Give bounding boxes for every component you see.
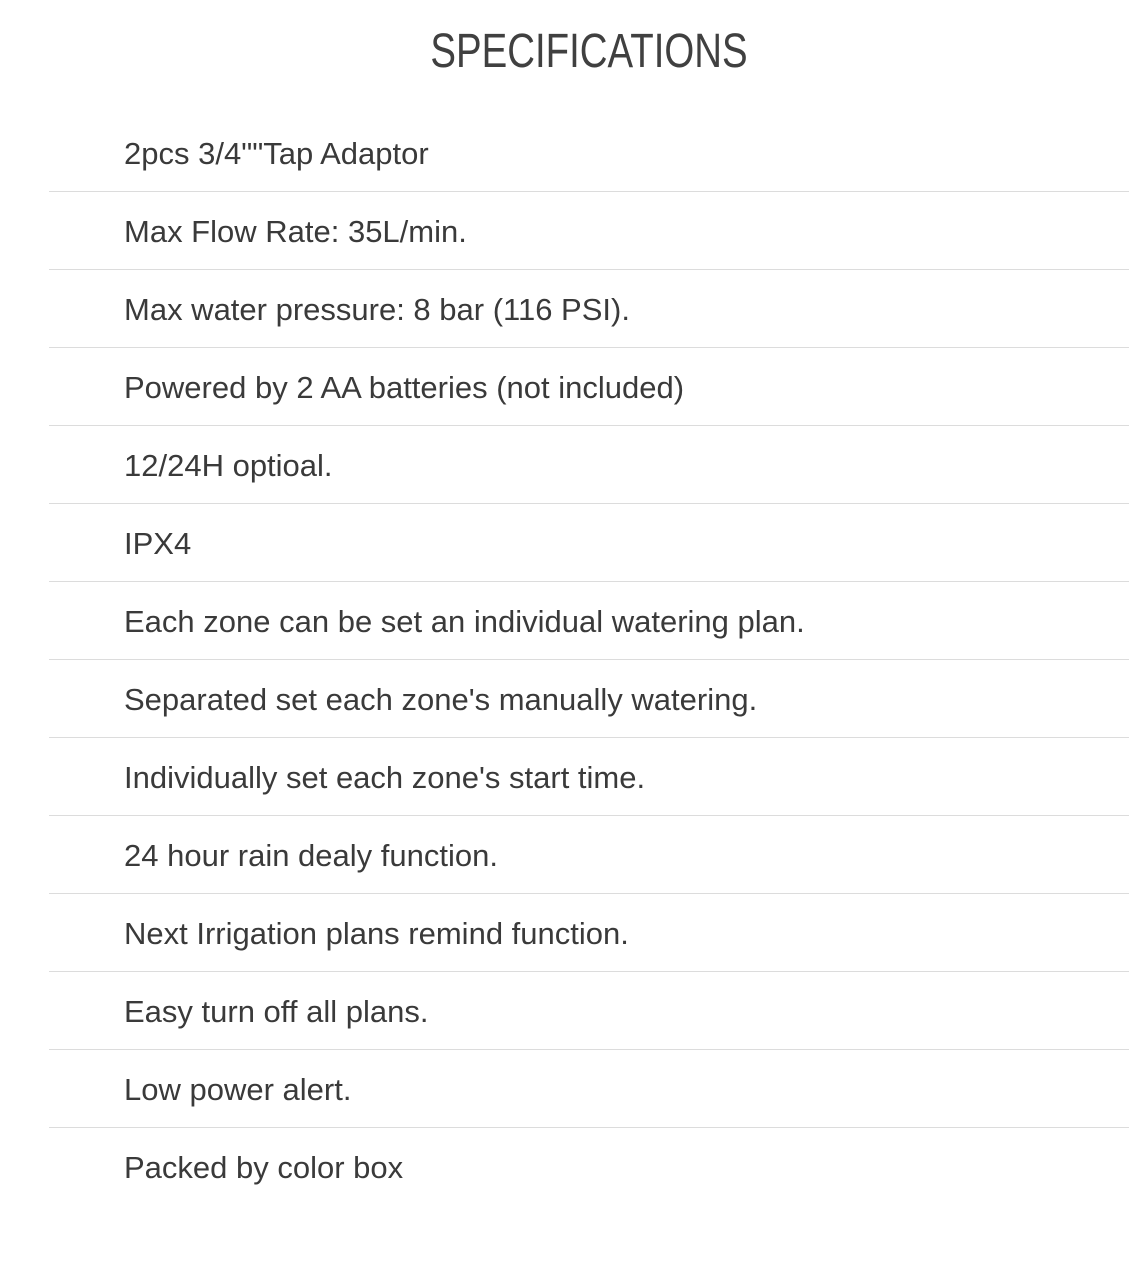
spec-text: Powered by 2 AA batteries (not included) [124, 370, 685, 405]
spec-row [49, 426, 1129, 504]
spec-text: Packed by color box [124, 1150, 404, 1185]
spec-text: Max Flow Rate: 35L/min. [124, 214, 467, 249]
specifications-list [49, 114, 1129, 1205]
spec-row [49, 894, 1129, 972]
spec-row [49, 738, 1129, 816]
spec-text: 24 hour rain dealy function. [124, 838, 498, 873]
spec-row [49, 582, 1129, 660]
spec-text: Each zone can be set an individual watering plan. [124, 604, 805, 639]
spec-text: Max water pressure: 8 bar (116 PSI). [124, 292, 630, 327]
spec-row [49, 1128, 1129, 1205]
spec-text: 12/24H optioal. [124, 448, 333, 483]
spec-text: Separated set each zone's manually watering. [124, 682, 758, 717]
spec-row [49, 192, 1129, 270]
spec-row [49, 660, 1129, 738]
spec-text: Low power alert. [124, 1072, 352, 1107]
section-title: SPECIFICATIONS [430, 25, 748, 78]
spec-row [49, 1050, 1129, 1128]
spec-text: Next Irrigation plans remind function. [124, 916, 629, 951]
spec-row [49, 504, 1129, 582]
spec-text: IPX4 [124, 526, 192, 561]
spec-row [49, 972, 1129, 1050]
spec-text: Easy turn off all plans. [124, 994, 429, 1029]
spec-text: Individually set each zone's start time. [124, 760, 646, 795]
spec-text: 2pcs 3/4""Tap Adaptor [124, 136, 429, 171]
spec-row [49, 114, 1129, 192]
spec-row [49, 270, 1129, 348]
spec-row [49, 816, 1129, 894]
spec-row [49, 348, 1129, 426]
